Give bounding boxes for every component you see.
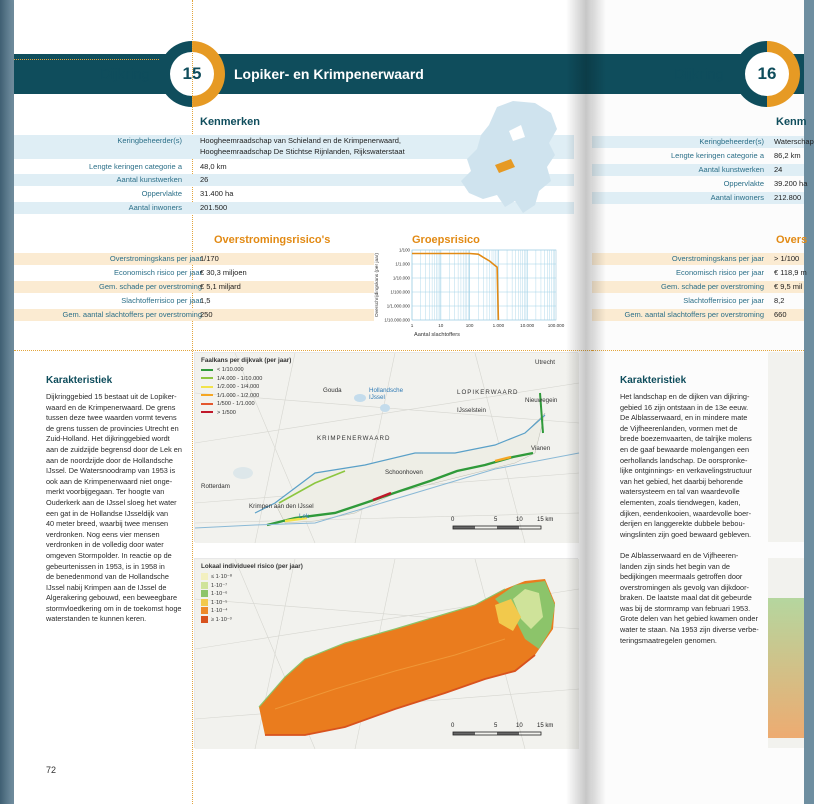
- scale2-5: 5: [494, 723, 498, 729]
- column-rule: [192, 0, 193, 804]
- faalkans-legend-label: > 1/500: [217, 409, 236, 416]
- right-row-oppervlakte: Oppervlakte 39.200 ha: [723, 179, 808, 188]
- risico-legend-label: ≥ 1·10⁻³: [211, 616, 232, 623]
- kenmerken-row-oppervlakte: Oppervlakte 31.400 ha: [141, 189, 234, 198]
- risico-row-slachtofferrisico: Slachtofferrisico per jaar 1,5: [121, 296, 211, 305]
- risico-legend-item: [201, 573, 232, 580]
- faalkans-legend-item: [201, 367, 244, 373]
- chart-y-tick-label: 1/10.000: [392, 275, 410, 281]
- risico-legend-swatch: [201, 607, 208, 614]
- karakteristiek-text: Dijkringgebied 15 bestaat uit de Lopiker- waard en de Krimpenerwaard. De grens tussen deze twee waarden vormt tevens de grens tussen de provincies Utrecht en Zuid-Holland. Het dijkringgebied wordt aan de zuidzijde begrensd door de Lek en aan de noordzijde door de Hollandsche IJssel. De Watersnoodramp van 1953 is ook aan de Krimpenerwaard niet onge- merkt voorbijgegaan. Ter hoogte van Ouderkerk aan de IJssel sloeg het water een gat in de Hollandse IJsseldijk van 40 meter breed, waarbij twee mensen verdronken. Nog eens vier mensen verdronken in de volledig door water omgeven Stormpolder. In reactie op de gebeurtenissen in 1953, is in 1958 in de benedenmond van de Hollandsche IJssel nabij Krimpen aan de IJssel de Algerakering gebouwd, een beweegbare stormvloedkering om in de toekomst hoge waterstanden te kunnen keren.: [46, 392, 182, 624]
- kenmerken-heading: Kenmerken: [200, 116, 260, 128]
- chart-x-tick-label: 100: [465, 323, 474, 328]
- map-label-hollandsche-ijssel: Hollandsche IJssel: [369, 387, 404, 401]
- kenmerken-row-lengte: Lengte keringen categorie a 48,0 km: [89, 162, 227, 171]
- dijkring-label-right: Dijkring: [674, 66, 725, 83]
- right-risico-slachtoffers: Gem. aantal slachtoffers per overstroming 660: [592, 309, 804, 321]
- dotted-rule: [14, 59, 159, 60]
- faalkans-legend-title: Faalkans per dijkvak (per jaar): [201, 357, 292, 364]
- faalkans-legend-label: 1/4.000 - 1/10.000: [217, 375, 263, 382]
- section-divider-right: [592, 350, 804, 351]
- risico-row-schade: Gem. schade per overstroming € 5,1 miljard: [14, 281, 374, 293]
- chart-x-tick-label: 1: [410, 323, 414, 328]
- scale2-15: 15 km: [537, 723, 554, 729]
- right-map-fragment-2: [768, 558, 804, 748]
- risico-row-slachtoffers: Gem. aantal slachtoffers per overstroming 250: [14, 309, 374, 321]
- map-label-lek: Lek: [299, 513, 309, 520]
- risico-map: [194, 558, 578, 748]
- right-risico-economisch: Economisch risico per jaar € 118,9 m: [676, 268, 807, 277]
- risico-legend-swatch: [201, 573, 208, 580]
- risico-legend-swatch: [201, 599, 208, 606]
- faalkans-legend-swatch: [201, 386, 213, 388]
- right-row-lengte: Lengte keringen categorie a 86,2 km: [671, 151, 801, 160]
- right-risico-slachtofferrisico: Slachtofferrisico per jaar 8,2: [683, 296, 785, 305]
- map-label-nieuwegein: Nieuwegein: [525, 397, 558, 404]
- risico-legend-item: [201, 590, 227, 597]
- right-risico-schade: Gem. schade per overstroming € 9,5 mil: [592, 281, 804, 293]
- dijkring-number-right: 16: [745, 52, 789, 96]
- risico-legend-title: Lokaal individueel risico (per jaar): [201, 563, 303, 570]
- risico-legend-label: 1·10⁻⁵: [211, 599, 228, 606]
- risico-heading: Overstromingsrisico's: [214, 234, 331, 246]
- groepsrisico-heading: Groepsrisico: [412, 234, 480, 246]
- map-label-vianen: Vianen: [531, 445, 551, 452]
- karakteristiek-heading-right: Karakteristiek: [620, 375, 687, 386]
- scale2-10: 10: [516, 723, 523, 729]
- faalkans-legend-swatch: [201, 394, 213, 396]
- risico-legend-swatch: [201, 590, 208, 597]
- netherlands-locator-map: [439, 95, 569, 225]
- risico-row-economisch: Economisch risico per jaar € 30,3 miljoen: [114, 268, 247, 277]
- faalkans-legend-item: [201, 401, 255, 407]
- right-risico-kans: Overstromingskans per jaar > 1/100: [592, 253, 804, 265]
- map-label-schoonhoven: Schoonhoven: [385, 469, 423, 476]
- risico-legend-item: [201, 582, 227, 589]
- faalkans-legend-swatch: [201, 369, 213, 371]
- faalkans-legend-item: [201, 393, 259, 399]
- kenmerken-heading-right: Kenm: [776, 116, 807, 128]
- faalkans-legend-swatch: [201, 403, 213, 405]
- chart-x-tick-label: 100.000: [547, 323, 565, 328]
- karakteristiek-text-right: Het landschap en de dijken van dijkring- gebied 16 zijn ontstaan in de 13e eeuw. De Alblasserwaard, en in mindere mate de Vijfheerenlanden, vormen met de brede boezemvaarten, de talrijke molens en de gaaf bewaarde molengangen een oerhollands landschap. De oorspronke- lijke ontginnings- en verkavelingstructuur van het gebied, het daarbij behorende watersysteem en tal van waardevolle elementen, zoals tiendwegen, kaden, dijken, eendenkooien, waardevolle boer- derijen en langgerekte dubbele bebou- wingslinten zijn goed bewaard gebleven. De Alblasserwaard en de Vijfheeren- landen zijn sinds het begin van de bedijkingen meermaals getroffen door overstromingen als gevolg van dijkdoor- braken. De laatste maal dat dit gebeurde was bij de stormramp van februari 1953. Grote delen van het gebied kwamen onder water te staan. Na 1953 zijn diverse verbe- teringsmaatregelen genomen.: [620, 392, 759, 645]
- faalkans-map-graphic: [195, 353, 579, 543]
- groepsrisico-chart: [366, 246, 566, 342]
- faalkans-legend-swatch: [201, 377, 213, 379]
- faalkans-legend-item: [201, 384, 259, 390]
- risico-legend-swatch: [201, 616, 208, 623]
- scale-0: 0: [451, 517, 455, 523]
- right-page: [592, 0, 814, 804]
- kenmerken-row-inwoners: Aantal inwoners 201.500: [14, 202, 574, 214]
- section-divider: [14, 350, 592, 351]
- risico-heading-right: Overs: [776, 234, 808, 246]
- faalkans-legend-label: 1/1.000 - 1/2.000: [217, 392, 260, 399]
- risico-legend-label: 1·10⁻⁷: [211, 582, 228, 589]
- risico-legend-item: [201, 607, 228, 614]
- scale-15: 15 km: [537, 517, 554, 523]
- faalkans-legend-item: [201, 376, 262, 382]
- chart-x-tick-label: 10: [438, 323, 444, 328]
- right-row-inwoners: Aantal inwoners 212.800: [592, 192, 804, 204]
- map-label-utrecht: Utrecht: [535, 359, 555, 366]
- chart-y-tick-label: 1/10.000.000: [384, 317, 410, 323]
- right-row-beheerder: Keringbeheerder(s) Waterschap: [592, 136, 804, 148]
- risico-legend-label: ≤ 1·10⁻⁸: [211, 573, 233, 580]
- left-page: [14, 0, 592, 804]
- risico-legend-item: [201, 599, 227, 606]
- risico-map-graphic: [195, 559, 579, 749]
- faalkans-legend-item: [201, 410, 236, 416]
- chart-y-axis-label: Overschrijdingskans (per jaar): [375, 253, 380, 317]
- map-label-krimpenerwaard: KRIMPENERWAARD: [317, 435, 391, 442]
- chart-y-tick-label: 1/1.000.000: [386, 303, 410, 309]
- kenmerken-row-kunstwerken: Aantal kunstwerken 26: [14, 174, 574, 186]
- map-label-gouda: Gouda: [323, 387, 342, 394]
- map-label-lopikerwaard: LOPIKERWAARD: [457, 389, 519, 396]
- chart-plot-area: [412, 250, 556, 320]
- faalkans-map: [194, 352, 578, 542]
- chart-y-tick-label: 1/100: [399, 247, 410, 253]
- karakteristiek-heading: Karakteristiek: [46, 375, 113, 386]
- risico-row-kans: Overstromingskans per jaar 1/170: [14, 253, 374, 265]
- map-label-rotterdam: Rotterdam: [201, 483, 230, 490]
- chart-x-tick-label: 1.000: [492, 323, 505, 328]
- right-map-fragment-1: [768, 352, 804, 542]
- faalkans-legend-label: < 1/10.000: [217, 367, 244, 373]
- chart-x-axis-label: Aantal slachtoffers: [414, 332, 460, 338]
- scale-10: 10: [516, 517, 523, 523]
- chart-y-tick-label: 1/1.000: [395, 261, 410, 267]
- chart-y-tick-label: 1/100.000: [390, 289, 410, 295]
- dijkring-number-badge-right: [734, 41, 800, 107]
- dijkring-label: Dijkring: [100, 66, 151, 83]
- kenmerken-row-beheerder: Keringbeheerder(s) Hoogheemraadschap van Schieland en de Krimpenerwaard, Hoogheemraadschap De Stichtse Rijnlanden, Rijkswaterstaat: [14, 135, 574, 159]
- faalkans-legend-label: 1/500 - 1/1.000: [217, 401, 255, 407]
- map-label-krimpen: Krimpen aan den IJssel: [249, 503, 314, 510]
- faalkans-legend-swatch: [201, 411, 213, 413]
- dijkring-number: 15: [170, 52, 214, 96]
- map-label-ijsselstein: IJsselstein: [457, 407, 486, 414]
- risico-legend-label: 1·10⁻⁴: [211, 607, 228, 614]
- risico-legend-swatch: [201, 582, 208, 589]
- risico-legend-item: [201, 616, 232, 623]
- page-title: Lopiker- en Krimpenerwaard: [234, 66, 424, 82]
- scale-5: 5: [494, 517, 498, 523]
- risico-legend-label: 1·10⁻⁶: [211, 590, 228, 597]
- scale2-0: 0: [451, 723, 455, 729]
- right-row-kunstwerken: Aantal kunstwerken 24: [592, 164, 804, 176]
- page-number: 72: [46, 765, 57, 775]
- chart-x-tick-label: 10.000: [520, 323, 535, 328]
- faalkans-legend-label: 1/2.000 - 1/4.000: [217, 384, 260, 390]
